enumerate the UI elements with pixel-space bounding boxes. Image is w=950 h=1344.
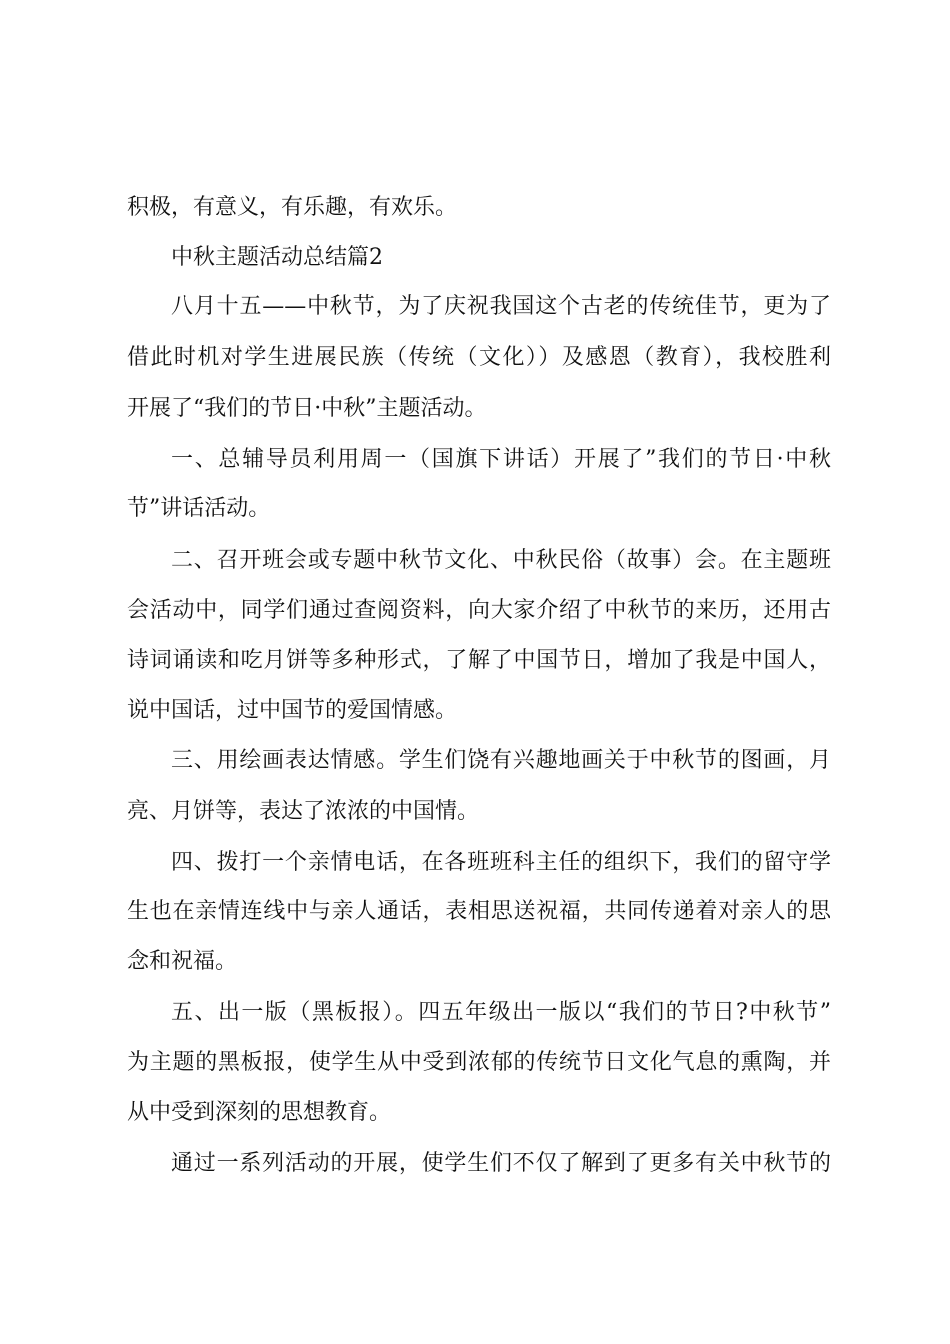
text-line <box>0 942 950 982</box>
paragraph-end-line: 亮、月饼等，表达了浓浓的中国情。 <box>127 799 480 824</box>
paragraph-end-line: 开展了“我们的节日·中秋”主题活动。 <box>127 396 487 421</box>
paragraph-end-line: 念和祝福。 <box>127 949 238 974</box>
text-line <box>0 1144 950 1184</box>
paragraph-end-line: 说中国话，过中国节的爱国情感。 <box>127 698 458 723</box>
section-heading: 中秋主题活动总结篇2 <box>171 245 383 270</box>
paragraph-first-line: 通过一系列活动的开展，使学生们不仅了解到了更多有关中秋节的 <box>171 1151 831 1176</box>
text-line <box>0 1043 950 1083</box>
text-line <box>0 188 950 228</box>
text-line <box>0 843 950 883</box>
text-line <box>0 892 950 932</box>
text-line <box>0 287 950 327</box>
paragraph-line: 为主题的黑板报，使学生从中受到浓郁的传统节日文化气息的熏陶，并 <box>127 1050 831 1075</box>
paragraph-end-line: 从中受到深刻的思想教育。 <box>127 1100 392 1125</box>
paragraph-line: 会活动中，同学们通过查阅资料，向大家介绍了中秋节的来历，还用古 <box>127 598 831 623</box>
paragraph-line: 借此时机对学生进展民族（传统（文化））及感恩（教育），我校胜利 <box>127 345 831 370</box>
text-line <box>0 591 950 631</box>
text-line <box>0 792 950 832</box>
text-line <box>0 993 950 1033</box>
text-line <box>0 489 950 529</box>
paragraph-end-line: 积极，有意义，有乐趣，有欢乐。 <box>127 195 458 220</box>
paragraph-first-line: 八月十五——中秋节，为了庆祝我国这个古老的传统佳节，更为了 <box>171 294 831 319</box>
text-line <box>0 238 950 278</box>
text-line <box>0 440 950 480</box>
paragraph-first-line: 三、用绘画表达情感。学生们饶有兴趣地画关于中秋节的图画，月 <box>171 748 831 773</box>
text-line <box>0 741 950 781</box>
paragraph-first-line: 一、总辅导员利用周一（国旗下讲话）开展了”我们的节日·中秋 <box>171 447 831 472</box>
paragraph-first-line: 五、出一版（黑板报）。四五年级出一版以“我们的节日?中秋节” <box>171 1000 831 1025</box>
paragraph-first-line: 四、拨打一个亲情电话，在各班班科主任的组织下，我们的留守学 <box>171 850 831 875</box>
text-line <box>0 541 950 581</box>
paragraph-line: 生也在亲情连线中与亲人通话，表相思送祝福，共同传递着对亲人的思 <box>127 899 831 924</box>
paragraph-line: 诗词诵读和吃月饼等多种形式，了解了中国节日，增加了我是中国人， <box>127 648 831 673</box>
text-line <box>0 389 950 429</box>
text-line <box>0 691 950 731</box>
text-line <box>0 641 950 681</box>
paragraph-first-line: 二、召开班会或专题中秋节文化、中秋民俗（故事）会。在主题班 <box>171 548 831 573</box>
paragraph-end-line: 节”讲话活动。 <box>127 496 271 521</box>
text-line <box>0 1093 950 1133</box>
text-line <box>0 338 950 378</box>
